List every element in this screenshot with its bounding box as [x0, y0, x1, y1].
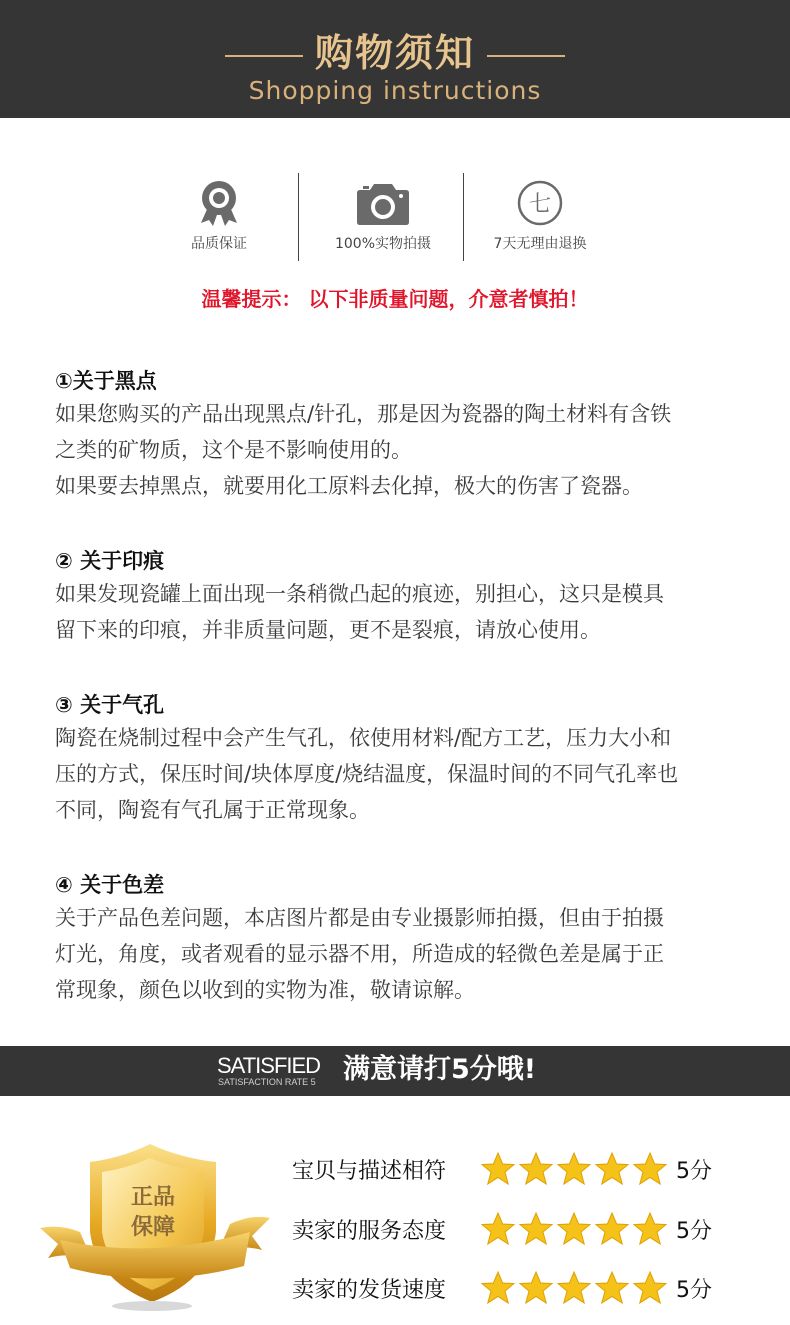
rating-label: 卖家的服务态度 — [292, 1218, 447, 1244]
star-icon — [556, 1151, 592, 1187]
section-line: 不同，陶瓷有气孔属于正常现象。 — [55, 798, 370, 822]
seven-circle-icon — [465, 178, 615, 228]
rating-row — [292, 1209, 762, 1249]
shield-line-2: 保障 — [130, 1215, 176, 1240]
section-line: 陶瓷在烧制过程中会产生气孔，依使用材料/配方工艺，压力大小和 — [55, 726, 672, 750]
rating-label: 宝贝与描述相符 — [292, 1158, 447, 1184]
section-mold-marks — [55, 546, 770, 648]
section-line: 如果发现瓷罐上面出现一条稍微凸起的痕迹，别担心，这只是模具 — [55, 582, 664, 606]
page-title: 购物须知 — [314, 31, 475, 75]
seven-glyph: 七 — [528, 192, 552, 217]
ribbon-medal-icon — [144, 178, 294, 228]
star-icon — [518, 1211, 554, 1247]
header-banner — [0, 0, 790, 118]
satisfied-en: SATISFIED — [217, 1053, 321, 1078]
rating-score: 5分 — [676, 1277, 712, 1303]
star-icon — [556, 1211, 592, 1247]
star-icon — [480, 1151, 516, 1187]
rating-score: 5分 — [676, 1218, 712, 1244]
badge-label: 100%实物拍摄 — [334, 236, 432, 252]
star-icon — [594, 1211, 630, 1247]
section-pores — [55, 690, 770, 828]
star-icon — [632, 1270, 668, 1306]
shield-line-1: 正品 — [130, 1185, 176, 1210]
section-black-dots — [55, 366, 770, 504]
page-subtitle: Shopping instructions — [248, 76, 542, 105]
badge-label: 7天无理由退换 — [493, 236, 587, 252]
badge-divider — [298, 173, 299, 261]
satisfied-en-sub: SATISFACTION RATE 5 — [218, 1077, 316, 1087]
rating-row — [292, 1149, 762, 1189]
satisfied-banner — [0, 1046, 790, 1096]
camera-icon — [308, 178, 458, 228]
rating-stars — [480, 1211, 670, 1247]
rating-label: 卖家的发货速度 — [292, 1277, 447, 1303]
section-line: 如果要去掉黑点，就要用化工原料去化掉，极大的伤害了瓷器。 — [55, 474, 643, 498]
section-line: 之类的矿物质，这个是不影响使用的。 — [55, 438, 412, 462]
satisfied-cn: 满意请打5分哦! — [343, 1054, 537, 1085]
badge-real-photo — [308, 178, 458, 254]
section-line: 常现象，颜色以收到的实物为准，敬请谅解。 — [55, 978, 475, 1002]
section-line: 如果您购买的产品出现黑点/针孔，那是因为瓷器的陶土材料有含铁 — [55, 402, 672, 426]
badge-divider — [463, 173, 464, 261]
star-icon — [594, 1151, 630, 1187]
star-icon — [632, 1211, 668, 1247]
section-color-difference — [55, 870, 770, 1008]
section-title: ② 关于印痕 — [55, 549, 165, 573]
rating-row — [292, 1268, 762, 1308]
section-title: ④ 关于色差 — [55, 873, 165, 897]
section-title: ①关于黑点 — [55, 369, 157, 393]
notice-text: 温馨提示： 以下非质量问题，介意者慎拍！ — [201, 287, 589, 311]
section-line: 灯光，角度，或者观看的显示器不用，所造成的轻微色差是属于正 — [55, 942, 664, 966]
badge-seven-day-return — [465, 178, 615, 254]
rating-stars — [480, 1270, 670, 1306]
section-line: 关于产品色差问题，本店图片都是由专业摄影师拍摄，但由于拍摄 — [55, 906, 664, 930]
section-line: 留下来的印痕，并非质量问题，更不是裂痕，请放心使用。 — [55, 618, 601, 642]
rating-score: 5分 — [676, 1158, 712, 1184]
star-icon — [480, 1211, 516, 1247]
star-icon — [518, 1151, 554, 1187]
quality-shield-icon — [30, 1140, 280, 1315]
star-icon — [556, 1270, 592, 1306]
star-icon — [480, 1270, 516, 1306]
star-icon — [518, 1270, 554, 1306]
section-line: 压的方式，保压时间/块体厚度/烧结温度，保温时间的不同气孔率也 — [55, 762, 679, 786]
badge-quality — [144, 178, 294, 254]
section-title: ③ 关于气孔 — [55, 693, 165, 717]
rating-stars — [480, 1151, 670, 1187]
badge-label: 品质保证 — [191, 236, 247, 252]
star-icon — [594, 1270, 630, 1306]
star-icon — [632, 1151, 668, 1187]
